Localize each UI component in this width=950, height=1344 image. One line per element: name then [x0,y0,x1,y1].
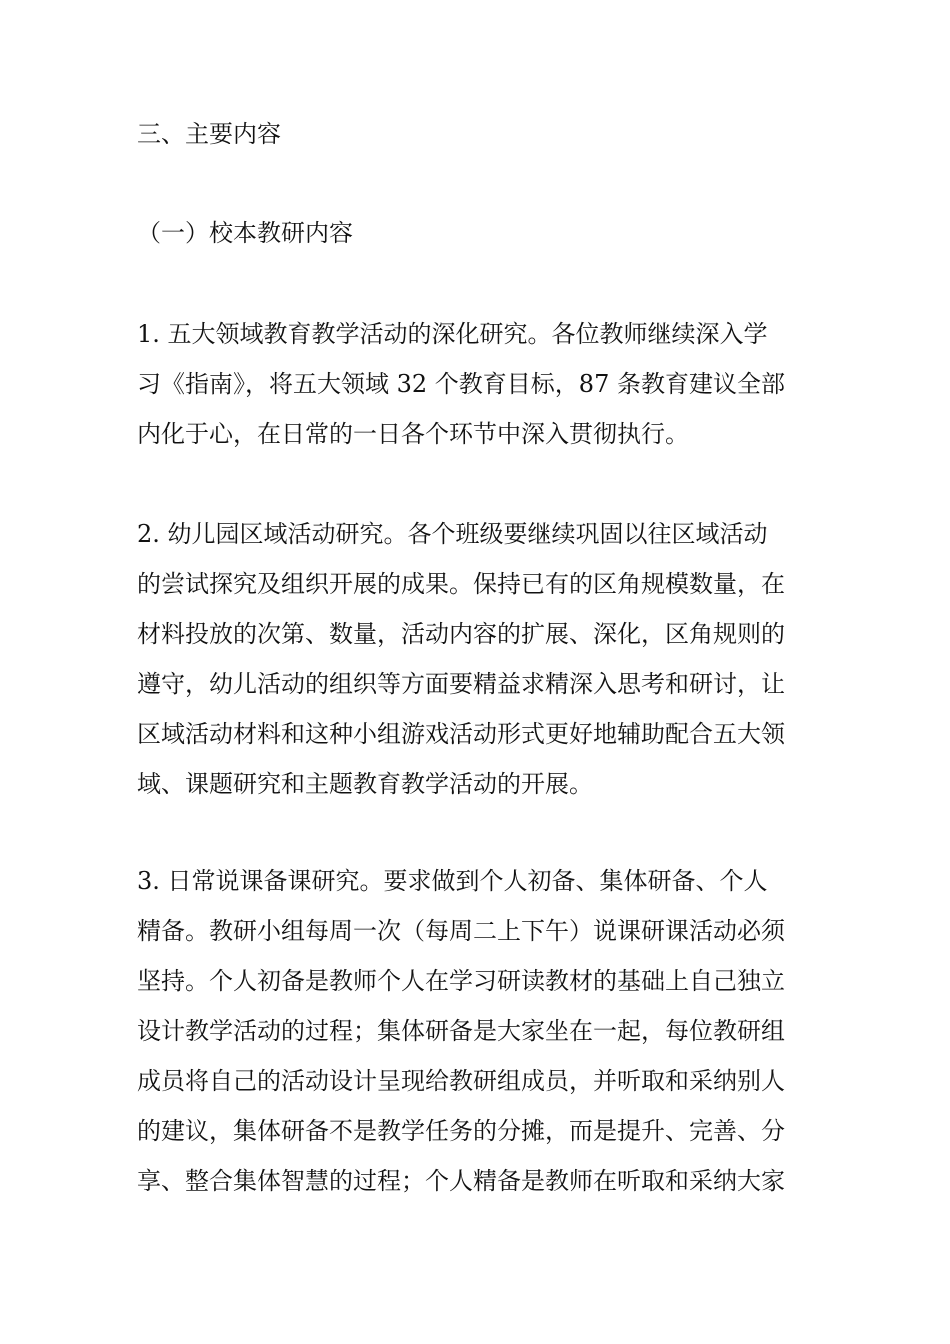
paragraph-line: 的建议，集体研备不是教学任务的分摊，而是提升、完善、分 [137,1117,785,1145]
paragraph-line: 成员将自己的活动设计呈现给教研组成员，并听取和采纳别人 [137,1067,785,1095]
paragraph-3 [137,866,837,1216]
paragraph-line: 2. 幼儿园区域活动研究。各个班级要继续巩固以往区域活动 [137,520,768,548]
paragraph-line: 3. 日常说课备课研究。要求做到个人初备、集体研备、个人 [137,867,768,895]
paragraph-line: 遵守，幼儿活动的组织等方面要精益求精深入思考和研讨，让 [137,670,785,698]
subsection-title: （一）校本教研内容 [137,219,353,247]
paragraph-2 [137,519,837,819]
paragraph-line: 域、课题研究和主题教育教学活动的开展。 [137,770,593,798]
paragraph-line: 区域活动材料和这种小组游戏活动形式更好地辅助配合五大领 [137,720,785,748]
paragraph-line: 习《指南》，将五大领域 32 个教育目标，87 条教育建议全部 [137,370,785,398]
paragraph-line: 精备。教研小组每周一次（每周二上下午）说课研课活动必须 [137,917,785,945]
section-title: 三、主要内容 [137,120,281,148]
paragraph-line: 1. 五大领域教育教学活动的深化研究。各位教师继续深入学 [137,320,768,348]
paragraph-line: 材料投放的次第、数量，活动内容的扩展、深化，区角规则的 [137,620,785,648]
paragraph-line: 设计教学活动的过程；集体研备是大家坐在一起，每位教研组 [137,1017,785,1045]
paragraph-1 [137,319,837,469]
paragraph-line: 的尝试探究及组织开展的成果。保持已有的区角规模数量，在 [137,570,785,598]
paragraph-line: 坚持。个人初备是教师个人在学习研读教材的基础上自己独立 [137,967,785,995]
paragraph-line: 享、整合集体智慧的过程；个人精备是教师在听取和采纳大家 [137,1167,785,1195]
paragraph-line: 内化于心，在日常的一日各个环节中深入贯彻执行。 [137,420,689,448]
